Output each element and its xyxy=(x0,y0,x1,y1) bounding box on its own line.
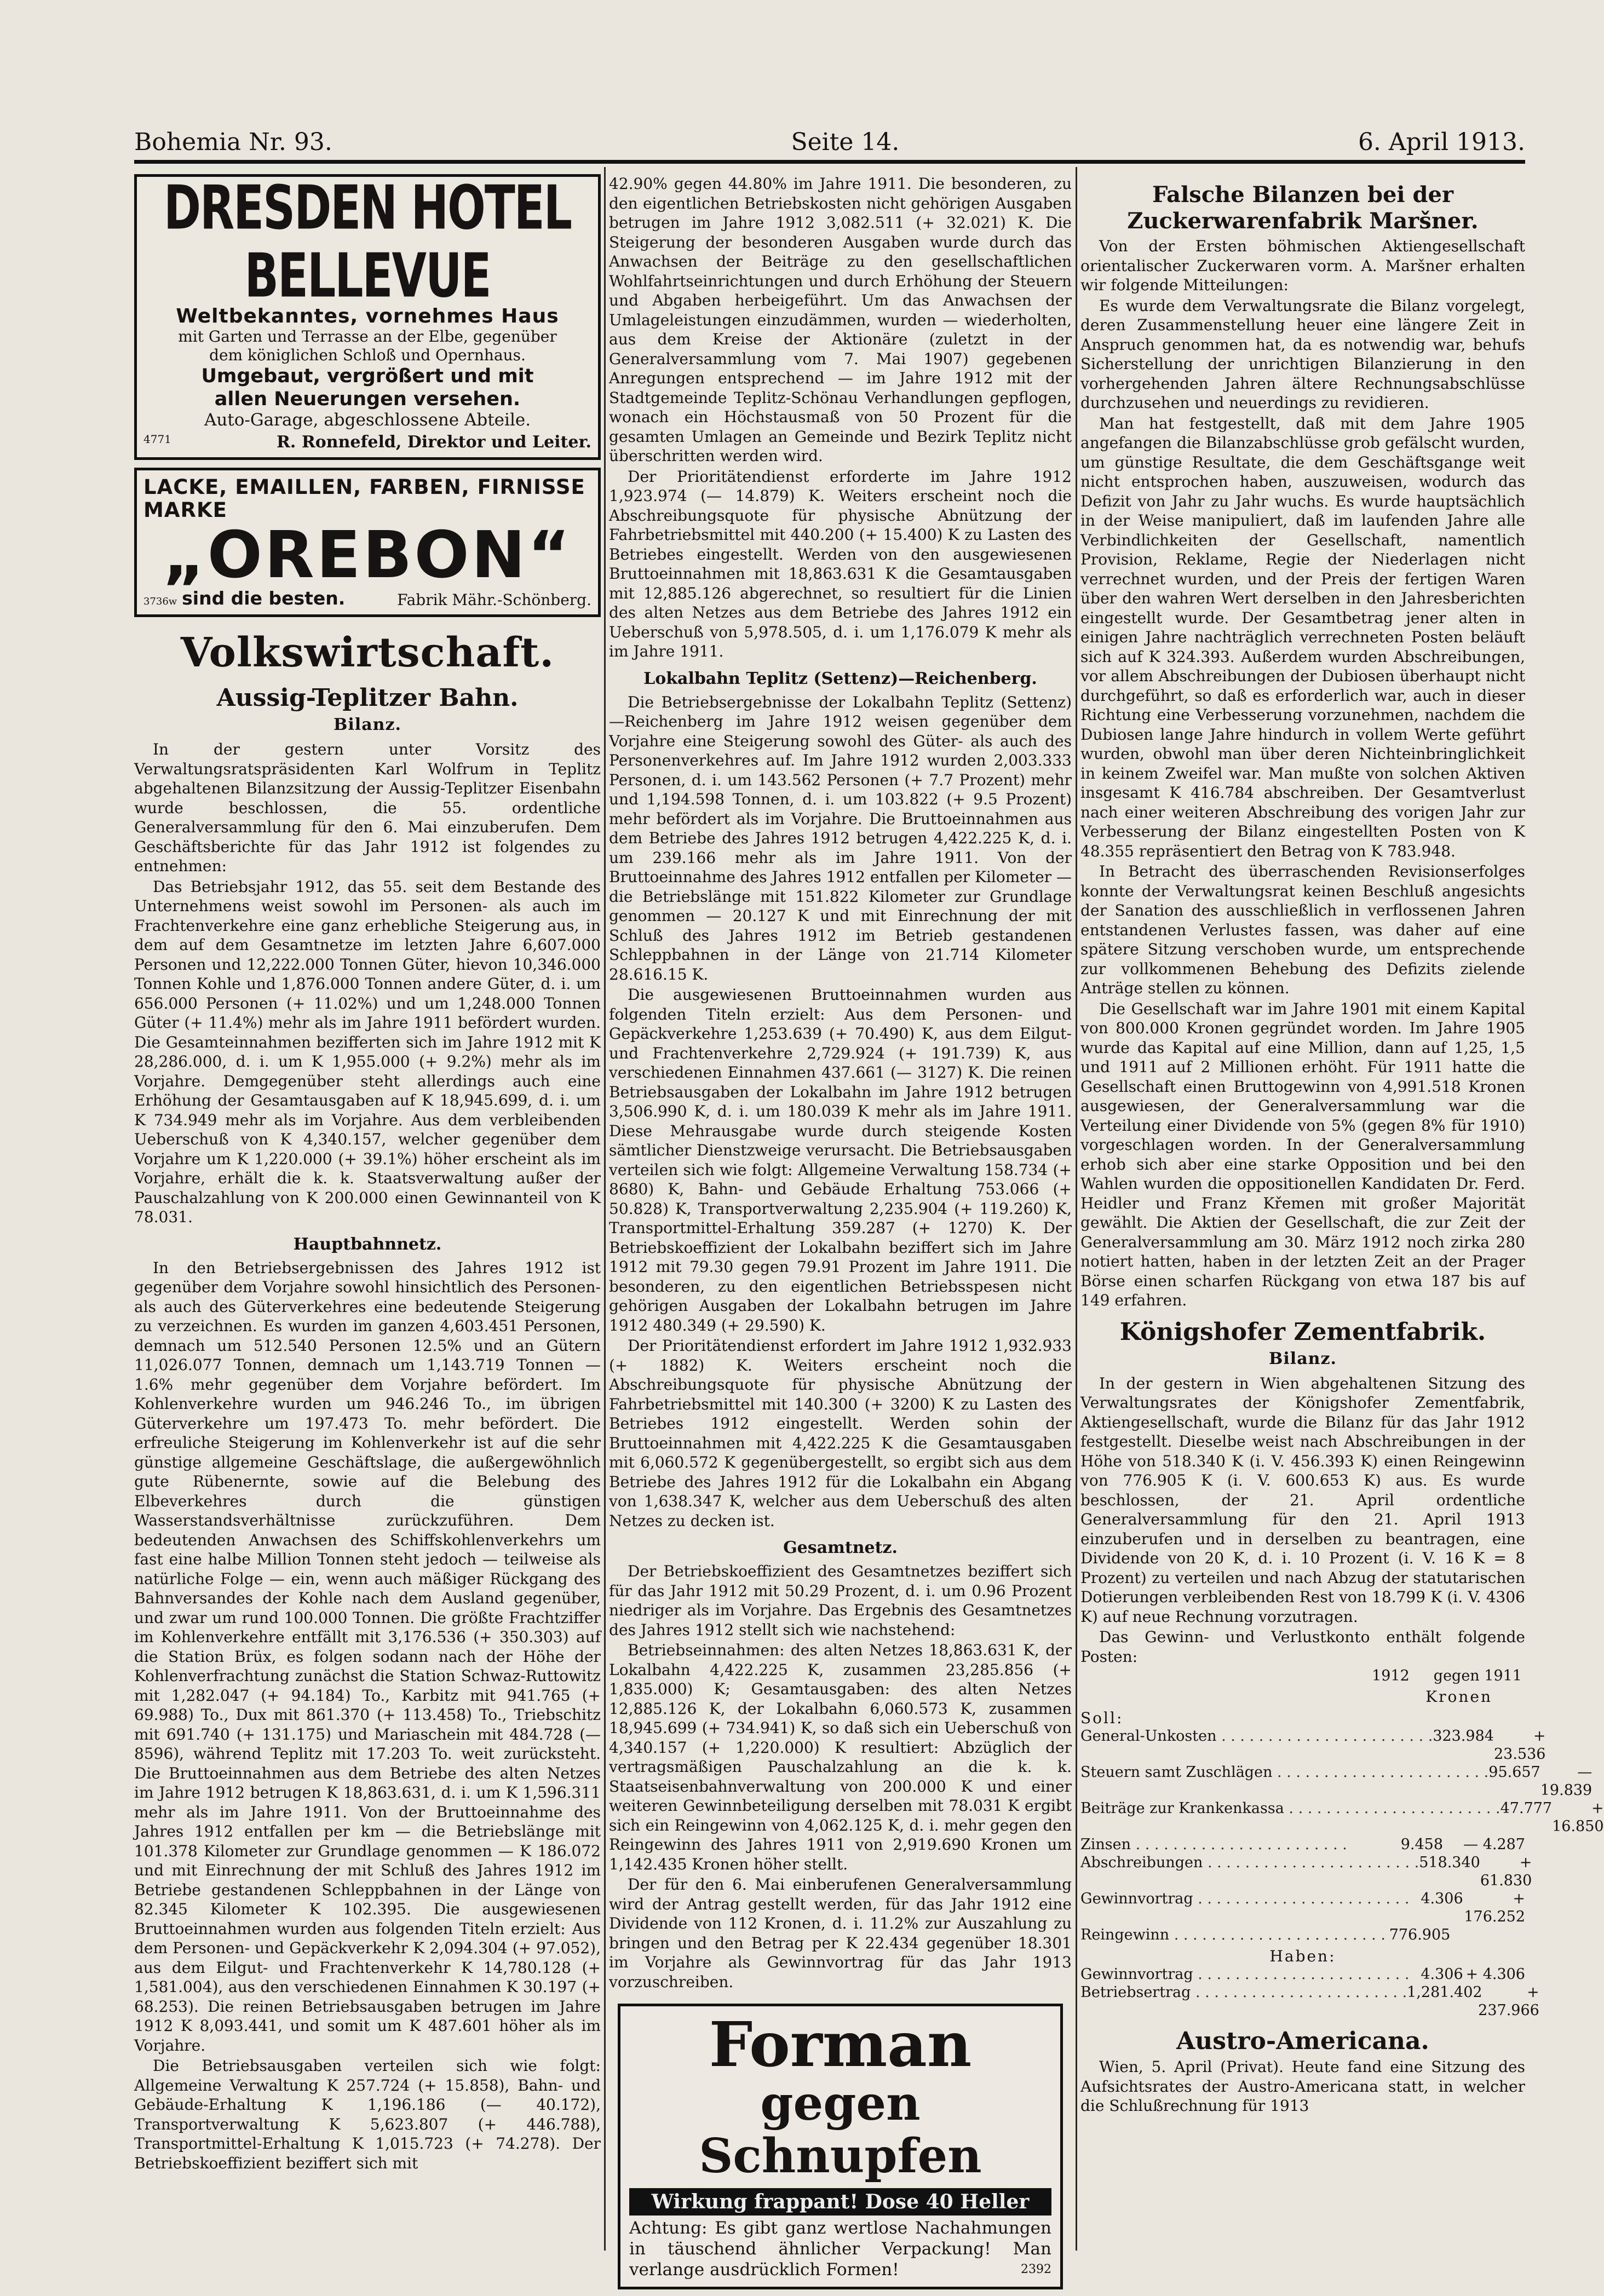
paragraph: In den Betriebsergebnissen des Jahres 1912 ist gegenüber dem Vorjahre sowohl hinsichtlich des Personen- als auch des Güterverkehres eine bedeutende Steigerung zu verzeichnen. Es wurden im ganzen 4,603.451 Personen, demnach um 512.540 Personen 12.5% und an Gütern 11,026.077 Tonnen, demnach um 1,143.719 Tonnen — 1.6% mehr gegenüber dem Vorjahre befördert. Im Kohlenverkehre wurden um 946.246 To., im übrigen Güterverkehre um 197.473 To. mehr befördert. Die erfreuliche Steigerung im Kohlenverkehr ist auf die sehr günstige allgemeine Geschäftslage, die außergewöhnlich gute Rübenernte, sowie auf die Belebung des Elbeverkehres durch die günstigen Wasserstandsverhältnisse zurückzuführen. Dem bedeutenden Anwachsen des Schiffskohlenverkehrs um fast eine halbe Million Tonnen steht jedoch — teilweise als natürliche Folge — ein, wenn auch mäßiger Rückgang des Bahnversandes der Kohle nach dem Ausland gegenüber, und zwar um rund 100.000 Tonnen. Die größte Frachtziffer im Kohlenverkehre entfällt mit 3,176.536 (+ 350.303) auf die Station Brüx, es folgen sodann nach der Höhe der Kohlenverfrachtung zunächst die Station Schwaz-Ruttowitz mit 1,282.047 (+ 94.184) To., Karbitz mit 941.765 (+ 69.988) To., Dux mit 861.370 (+ 113.458) To., Triebschitz mit 691.740 (+ 131.175) und Mariaschein mit 484.728 (— 8596), während Teplitz mit 17.203 To. weit zurücksteht. Die Bruttoeinnahmen aus dem Betriebe des alten Netzes im Jahre 1912 betrugen K 18,863.631, d. i. um K 1,596.311 mehr als im Jahre 1911. Von der Bruttoeinnahme des Jahres 1912 entfallen per km — die Betriebslänge mit 101.378 Kilometer zur Grundlage genommen — K 186.072 und mit Einrechnung der mit Schluß des Jahres 1912 im Betriebe gestandenen Schleppbahnen in der Länge von 82.345 Kilometer K 102.395. Die ausgewiesenen Bruttoeinnahmen wurden aus folgenden Titeln erzielt: Aus dem Personen- und Gepäckverkehr K 2,094.304 (+ 97.052), aus dem Eilgut- und Frachtenverkehr K 14,780.128 (+ 1,581.004), aus den verschiedenen Einnahmen K 30.197 (+ 68.253). Die reinen Betriebsausgaben betrugen im Jahre 1912 K 8,093.441, und somit um K 487.601 höher als im Vorjahre. xyxy=(134,1258,601,2055)
hotel-code: 4771 xyxy=(143,433,171,446)
pl-label: Betriebsertrag . . . xyxy=(1080,1983,1407,2019)
pl-head xyxy=(1080,1667,1525,1684)
paragraph: Der Betriebskoeffizient des Gesamtnetzes beziffert sich für das Jahr 1912 mit 50.29 Prozent, d. i. um 0.96 Prozent niedriger als im Vorjahre. Das Ergebnis des Gesamtnetzes des Jahres 1912 stellt sich wie nachstehend: xyxy=(609,1562,1072,1639)
pl-val: 323.984 xyxy=(1433,1728,1494,1745)
paragraph: Die ausgewiesenen Bruttoeinnahmen wurden aus folgenden Titeln erzielt: Aus dem Personen- und Gepäckverkehre 1,253.639 (+ 70.490) K, aus dem Eilgut- und Frachtenverkehre 2,729.924 (+ 191.739) K, aus verschiedenen Einnahmen 437.661 (— 3127) K. Die reinen Betriebsausgaben der Lokalbahn im Jahre 1912 betrugen 3,506.990 K, d. i. um 180.039 K mehr als im Jahre 1911. Diese Mehrausgabe wurde durch steigende Kosten sämtlicher Dienstzweige verursacht. Die Betriebsausgaben verteilen sich wie folgt: Allgemeine Verwaltung 158.734 (+ 8680) K, Bahn- und Gebäude Erhaltung 753.066 (+ 50.828) K, Transportverwaltung 2,235.904 (+ 119.260) K, Transportmittel-Erhaltung 359.287 (+ 1270) K. Der Betriebskoeffizient der Lokalbahn beziffert sich im Jahre 1912 mit 79.30 gegen 79.91 Prozent im Jahre 1911. Die besonderen, zu den eigentlichen Betriebsspesen nicht gehörigen Ausgaben der Lokalbahn betrugen im Jahre 1912 480.349 (+ 29.590) K. xyxy=(609,986,1072,1334)
pl-label: Abschreibungen . . . xyxy=(1080,1854,1419,1890)
paragraph: 42.90% gegen 44.80% im Jahre 1911. Die besonderen, zu den eigentlichen Betriebskosten nicht gehörigen Ausgaben betrugen im Jahre 1912 3,082.511 (+ 32.021) K. Die Steigerung der besonderen Ausgaben wurde durch das Anwachsen der Beiträge zu den gesellschaftlichen Wohlfahrtseinrichtungen und durch Erhöhung der Steuern und Abgaben herbeigeführt. Um das Anwachsen der Umlageleistungen einzudämmen, wurden — wiederholten, aus dem Kreise der Aktionäre (zuletzt in der Generalversammlung vom 7. Mai 1907) gegebenen Anregungen entsprechend — im Jahre 1912 mit der Stadtgemeinde Teplitz-Schönau Verhandlungen gepflogen, wonach ein Höchstausmaß von 50 Prozent für die gesamten Umlagen an Gemeinde und Bezirk Teplitz nicht überschritten werden wird. xyxy=(609,175,1072,465)
article-title-koenigshofer: Königshofer Zementfabrik. xyxy=(1119,1317,1486,1346)
pl-row xyxy=(1080,1854,1532,1890)
paragraph: Der für den 6. Mai einberufenen Generalversammlung wird der Antrag gestellt werden, für das Jahr 1912 eine Dividende von 112 Kronen, d. i. 11.2% zur Auszahlung zu bringen und den Betrag per K 22.434 gegenüber 18.301 im Vorjahre als Gewinnvortrag für das Jahr 1913 vorzuschreiben. xyxy=(609,1875,1072,1991)
pl-row xyxy=(1080,1983,1539,2019)
pl-unit: Kronen xyxy=(1425,1688,1492,1706)
paragraph: Die Betriebsergebnisse der Lokalbahn Teplitz (Settenz)—Reichenberg im Jahre 1912 weisen gegenüber dem Vorjahre eine Steigerung sowohl des Güter- als auch des Personenverkehres auf. Im Jahre 1912 wurden 2,003.333 Personen, d. i. um 143.562 Personen (+ 7.7 Prozent) mehr und 1,194.598 Tonnen, d. i. um 103.822 (+ 9.5 Prozent) mehr befördert als im Vorjahre. Die Bruttoeinnahmen aus dem Betriebe des Jahres 1912 betrugen 4,422.225 K, d. i. um 239.166 mehr als im Jahre 1911. Von der Bruttoeinnahme des Jahres 1912 entfallen per Kilometer — die Betriebslänge mit 151.822 Kilometer zur Grundlage genommen — 20.127 K und mit Einrechnung der mit Schluß des Jahres 1912 im Betrieb gestandenen Schleppbahnen in der Länge von 21.714 Kilometer 28.616.15 K. xyxy=(609,693,1072,983)
orebon-brand: „OREBON“ xyxy=(163,517,572,592)
paragraph: Das Gewinn- und Verlustkonto enthält folgende Posten: xyxy=(1080,1628,1525,1666)
hotel-garage: Auto-Garage, abgeschlossene Abteile. xyxy=(204,410,531,430)
paragraph: Die Gesellschaft war im Jahre 1901 mit einem Kapital von 800.000 Kronen gegründet worden. Im Jahre 1905 wurde das Kapital auf eine Million, dann auf 1,25, 1,5 und 1911 auf 2 Millionen erhöht. Für 1911 hatte die Gesellschaft einen Bruttogewinn von 4,991.518 Kronen ausgewiesen, der Generalversammlung war die Verteilung einer Dividende von 5% (gegen 8% für 1910) vorgeschlagen worden. In der Generalversammlung erhob sich aber eine starke Opposition und bei den Wahlen wurden die oppositionellen Kandidaten Dr. Ferd. Heidler und Franz Křemen mit großer Majorität gewählt. Die Aktien der Gesellschaft, die zur Zeit der Generalversammlung am 30. März 1912 noch zirka 280 notiert hatten, haben in der letzten Zeit an der Prager Börse einen scharfen Rückgang von etwa 187 bis auf 149 erfahren. xyxy=(1080,999,1525,1309)
paragraph: In Betracht des überraschenden Revisionserfolges konnte der Verwaltungsrat keinen Beschluß angesichts der Sanation des ausschließlich in verflossenen Jahren entstandenen Verlustes fassen, was daher auf eine spätere Sitzung verschoben wurde, um entsprechende zur vollkommenen Behebung des Defizits zielende Anträge stellen zu können. xyxy=(1080,862,1525,997)
pl-val: 518.340 xyxy=(1419,1854,1480,1871)
article-title-austro: Austro-Americana. xyxy=(1176,2027,1429,2055)
pl-val: 1,281.402 xyxy=(1407,1984,1482,2001)
hotel-line-1: mit Garten und Terrasse an der Elbe, gegenüber xyxy=(178,327,557,346)
column-rule-2 xyxy=(1076,167,1077,2251)
forman-advert xyxy=(618,2004,1063,2289)
forman-title: Forman xyxy=(709,2009,972,2081)
pl-row xyxy=(1080,1727,1546,1763)
paragraph: Der Prioritätendienst erforderte im Jahre 1912 1,923.974 (— 14.879) K. Weiters erscheint noch die Abschreibungsquote für physische Abnützung der Fahrbetriebsmittel mit 440.200 (+ 15.400) K zu Lasten des Betriebes eingestellt. Werden von den ausgewiesenen Bruttoeinnahmen mit 18,863.631 K die Gesamtausgaben mit 12,885.126 abgerechnet, so resultiert für die Linien des alten Netzes aus dem Betriebe des Jahres 1912 ein Ueberschuß von 5,978.505, d. i. um 1,176.079 K mehr als im Jahre 1911. xyxy=(609,467,1072,660)
header-rule xyxy=(134,160,1525,164)
pl-val: 4.306 xyxy=(1421,1966,1463,1983)
paragraph: In der gestern unter Vorsitz des Verwaltungsratspräsidenten Karl Wolfrum in Teplitz abgehaltenen Bilanzsitzung der Aussig-Teplitzer Eisenbahn wurde beschlossen, die 55. ordentliche Generalversammlung für den 6. Mai einzuberufen. Dem Geschäftsberichte für das Jahr 1912 ist folgendes zu entnehmen: xyxy=(134,740,601,875)
article-title-marsner: Falsche Bilanzen bei der Zuckerwarenfabrik Maršner. xyxy=(1127,182,1479,234)
paragraph: In der gestern in Wien abgehaltenen Sitzung des Verwaltungsrates der Königshofer Zementfabrik, Aktiengesellschaft, wurde die Bilanz für das Jahr 1912 festgestellt. Dieselbe weist nach Abschreibungen in der Höhe von 518.340 K (i. V. 456.393 K) einen Reingewinn von 776.905 K (i. V. 600.653 K) aus. Es wurde beschlossen, der 21. April ordentliche Generalversammlung für den 21. April 1913 einzuberufen und in derselben zu beantragen, eine Dividende von 20 K, d. i. 10 Prozent (i. V. 16 K = 8 Prozent) zu verteilen und nach Abzug der statutarischen Dotierungen verbleibenden Rest von 18.799 K (i. V. 4306 K) auf neue Rechnung vorzutragen. xyxy=(1080,1374,1525,1626)
column-3 xyxy=(1080,174,1604,2249)
pl-row xyxy=(1080,1965,1525,1983)
orebon-code: 3736w xyxy=(143,596,177,607)
orebon-advert xyxy=(134,468,601,617)
pl-label: Gewinnvortrag . . . xyxy=(1080,1890,1409,1926)
header-date: 6. April 1913. xyxy=(1358,128,1525,156)
article-subtitle-koenigshofer: Bilanz. xyxy=(1269,1349,1337,1368)
pl-val: 9.458 xyxy=(1400,1836,1443,1853)
section-heading: Volkswirtschaft. xyxy=(180,629,555,676)
orebon-factory: Fabrik Mähr.-Schönberg. xyxy=(397,591,591,609)
page-header xyxy=(134,125,1525,159)
pl-val: 4.306 xyxy=(1421,1890,1463,1907)
pl-row xyxy=(1080,1799,1604,1835)
pl-label: General-Unkosten . . . xyxy=(1080,1727,1433,1763)
column-2 xyxy=(609,174,1072,2280)
forman-note-text: Achtung: Es gibt ganz wertlose Nachahmungen in täuschend ähnlicher Verpackung! Man verlange ausdrücklich Formen! xyxy=(629,2218,1051,2280)
pl-val: 776.905 xyxy=(1389,1926,1451,1943)
pl-diff: — 4.287 xyxy=(1463,1836,1525,1853)
article-subtitle-aussig: Bilanz. xyxy=(334,715,401,734)
hotel-title: DRESDEN HOTEL BELLEVUE xyxy=(163,173,572,312)
forman-code: 2392 xyxy=(1021,2263,1051,2276)
article-title-aussig: Aussig-Teplitzer Bahn. xyxy=(216,684,519,712)
hotel-footer xyxy=(143,433,591,452)
hotel-advert xyxy=(134,174,601,460)
pl-row xyxy=(1080,1835,1525,1854)
pl-haben-label: Haben: xyxy=(1269,1947,1336,1965)
paragraph: Betriebseinnahmen: des alten Netzes 18,863.631 K, der Lokalbahn 4,422.225 K, zusammen 23,285.856 (+ 1,835.000) K; Gesamtausgaben: des alten Netzes 12,885.126 K, der Lokalbahn 6,060.573 K, zusammen 18,945.699 (+ 734.941) K, so daß sich ein Ueberschuß von 4,340.157 (+ 1,220.000) K resultiert: Abzüglich der vertragsmäßigen Pauschalzahlung an die k. k. Staatseisenbahnverwaltung von 200.000 K und einer weiteren Gewinnbeteiligung derselben mit 78.031 K ergibt sich ein Reingewinn von 4,062.125 K, d. i. mehr gegen den Reingewinn des Jahres 1911 von 2,919.690 Kronen um 1,142.435 Kronen höher stellt. xyxy=(609,1641,1072,1873)
paragraph: Die Betriebsausgaben verteilen sich wie folgt: Allgemeine Verwaltung K 257.724 (+ 15.858), Bahn- und Gebäude-Erhaltung K 1,196.186 (— 40.172), Transportverwaltung K 5,623.807 (+ 446.788), Transportmittel-Erhaltung K 1,015.723 (+ 74.278). Der Betriebskoeffizient beziffert sich mit xyxy=(134,2057,601,2172)
column-1 xyxy=(134,174,601,2249)
hotel-tagline: Weltbekanntes, vornehmes Haus xyxy=(176,305,559,327)
hotel-line-2: dem königlichen Schloß und Opernhaus. xyxy=(209,346,526,364)
hotel-director: R. Ronnefeld, Direktor und Leiter. xyxy=(277,433,591,452)
column-rule-1 xyxy=(604,167,606,2251)
orebon-best-wrap xyxy=(143,588,345,609)
profit-loss-table xyxy=(1080,1667,1604,2019)
pl-diff: — 19.839 xyxy=(1540,1764,1592,1799)
subheading-gesamtnetz: Gesamtnetz. xyxy=(783,1538,898,1557)
pl-year: 1912 xyxy=(1372,1667,1410,1684)
pl-year-compare: gegen 1911 xyxy=(1433,1667,1522,1684)
orebon-line-1: LACKE, EMAILLEN, FARBEN, FIRNISSE xyxy=(143,475,585,499)
pl-row xyxy=(1080,1890,1525,1926)
pl-val: 47.777 xyxy=(1500,1800,1553,1817)
pl-haben-rows xyxy=(1080,1965,1539,2019)
header-issue: Bohemia Nr. 93. xyxy=(134,128,332,156)
pl-val: 95.657 xyxy=(1488,1764,1540,1781)
paragraph: Wien, 5. April (Privat). Heute fand eine Sitzung des Aufsichtsrates der Austro-Americana statt, in welcher die Schlußrechnung für 1913 xyxy=(1080,2058,1525,2115)
pl-diff: + 4.306 xyxy=(1465,1966,1525,1983)
forman-bar: Wirkung frappant! Dose 40 Heller xyxy=(629,2188,1051,2216)
orebon-best: sind die besten. xyxy=(182,588,346,609)
pl-soll-label: Soll: xyxy=(1080,1709,1124,1727)
paragraph: Es wurde dem Verwaltungsrate die Bilanz vorgelegt, deren Zusammenstellung heuer eine längere Zeit in Anspruch genommen hat, da es notwendig war, behufs Sicherstellung der unrichtigen Bilanzierung in den vorhergehenden Jahren ältere Rechnungsabschlüsse durchzusehen und neuerdings zu revidieren. xyxy=(1080,296,1525,412)
pl-soll-rows xyxy=(1080,1727,1604,1944)
pl-row xyxy=(1080,1763,1592,1799)
hotel-bold-2: allen Neuerungen versehen. xyxy=(214,388,521,410)
paragraph: Das Betriebsjahr 1912, das 55. seit dem Bestande des Unternehmens weist sowohl im Personen- als auch im Frachtenverkehre eine ganz erhebliche Steigerung aus, in dem auf dem Gesamtnetze im letzten Jahre 6,607.000 Personen und 12,222.000 Tonnen Güter, hievon 10,346.000 Tonnen Kohle und 1,876.000 Tonnen andere Güter, d. i. um 656.000 Personen (+ 11.02%) und um 1,248.000 Tonnen Güter (+ 11.4%) mehr als im Jahre 1911 befördert wurden. Die Gesamteinnahmen bezifferten sich im Jahre 1912 mit K 28,286.000, d. i. um K 1,955.000 (+ 9.2%) mehr als im Vorjahre. Demgegenüber steht allerdings auch eine Erhöhung der Gesamtausgaben auf K 18,945.699, d. i. um K 734.949 mehr als im Vorjahre. Aus dem verbleibenden Ueberschuß von K 4,340.157, welcher gegenüber dem Vorjahre um K 1,220.000 (+ 39.1%) höher erscheint als im Vorjahre, erhält die k. k. Staatsverwaltung außer der Pauschalzahlung von K 200.000 einen Gewinnanteil von K 78.031. xyxy=(134,877,601,1226)
subheading-hauptbahn: Hauptbahnnetz. xyxy=(293,1234,442,1254)
header-page-number: Seite 14. xyxy=(791,128,900,156)
pl-label: Reingewinn . . . xyxy=(1080,1926,1385,1944)
pl-row xyxy=(1080,1926,1525,1944)
pl-diff: + 176.252 xyxy=(1464,1890,1525,1925)
hotel-bold-1: Umgebaut, vergrößert und mit xyxy=(201,365,534,387)
pl-diff: + 23.536 xyxy=(1493,1728,1546,1763)
pl-diff: + 16.850 xyxy=(1552,1800,1604,1835)
pl-label: Steuern samt Zuschlägen . . . xyxy=(1080,1763,1488,1799)
pl-label: Gewinnvortrag . . . xyxy=(1080,1965,1409,1983)
pl-diff: + 61.830 xyxy=(1480,1854,1532,1889)
subheading-lokalbahn: Lokalbahn Teplitz (Settenz)—Reichenberg. xyxy=(643,669,1037,688)
pl-label: Beiträge zur Krankenkassa . . . xyxy=(1080,1799,1500,1835)
forman-note xyxy=(629,2218,1051,2280)
paragraph: Man hat festgestellt, daß mit dem Jahre 1905 angefangen die Bilanzabschlüsse grob gefälscht wurden, um günstige Resultate, die dem Geschäftsgange weit nicht entsprochen haben, auszuweisen, wodurch das Defizit von Jahr zu Jahr wuchs. Es wurde hauptsächlich in der Weise manipuliert, daß im laufenden Jahre alle Verbindlichkeiten der Gesellschaft, namentlich Provision, Reklame, Regie der Niederlagen nicht verrechnet wurden, und der Preis der fertigen Waren über den wahren Wert derselben in den Jahresberichten eingestellt wurde. Der Gesamtbetrag jener alten in einigen Jahre nachträglich verrechneten Posten beläuft sich auf K 324.393. Außerdem wurden Abschreibungen, vor allem Abschreibungen der Dubiosen überhaupt nicht durchgeführt, so daß es erforderlich war, auch in dieser Richtung eine Verbesserung vorzunehmen, nachdem die Dubiosen lange Jahre hindurch in vollem Werte geführt wurden, obwohl man über deren Nichteinbringlichkeit in keinem Zweifel war. Man mußte von solchen Aktiven insgesamt K 416.784 abschreiben. Der Gesamtverlust nach einer weiteren Abschreibung des vorigen Jahr zur Verbesserung der Bilanz eingestellten Posten von K 48.355 repräsentiert den Betrag von K 783.948. xyxy=(1080,414,1525,860)
forman-subtitle: gegen Schnupfen xyxy=(699,2076,982,2184)
pl-diff xyxy=(1450,1926,1525,1944)
pl-label: Zinsen . . . xyxy=(1080,1835,1372,1854)
paragraph: Von der Ersten böhmischen Aktiengesellschaft orientalischer Zuckerwaren vorm. A. Maršner erhalten wir folgende Mitteilungen: xyxy=(1080,237,1525,294)
orebon-line-2: MARKE xyxy=(143,498,227,522)
paragraph: Der Prioritätendienst erfordert im Jahre 1912 1,932.933 (+ 1882) K. Weiters erscheint noch die Abschreibungsquote für physische Abnützung der Fahrbetriebsmittel mit 140.300 (+ 3200) K zu Lasten des Betriebes 1912 eingestellt. Werden sohin der Bruttoeinnahmen mit 4,422.225 K die Gesamtausgaben mit 6,060.572 K gegenübergestellt, so ergibt sich aus dem Betriebe des Jahres 1912 für die Lokalbahn ein Abgang von 1,638.347 K, welcher aus dem Ueberschuß des alten Netzes zu decken ist. xyxy=(609,1337,1072,1530)
pl-diff: + 237.966 xyxy=(1478,1984,1539,2019)
